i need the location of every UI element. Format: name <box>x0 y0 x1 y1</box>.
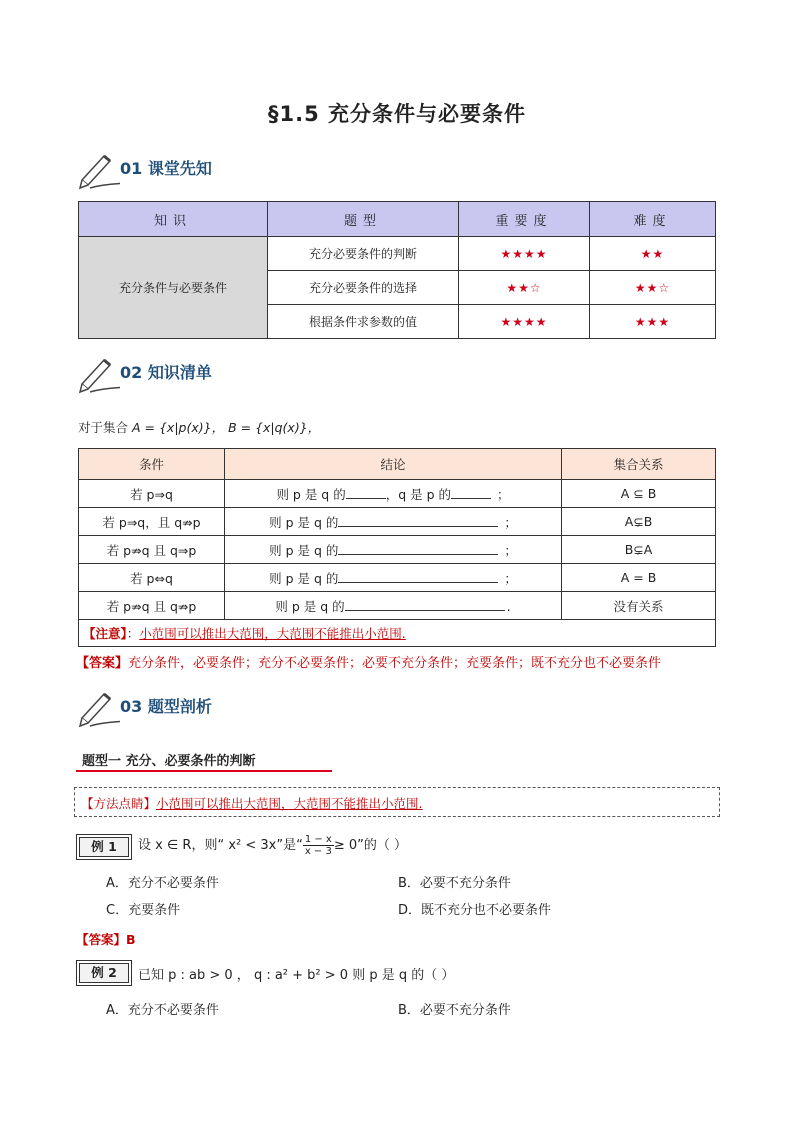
condition-cell: 若 p⇏q 且 q⇏p <box>79 592 225 620</box>
set-b: B = {x|q(x)}， <box>228 420 321 435</box>
answer-blank <box>345 598 505 611</box>
note-row: 【注意】：小范围可以推出大范围，大范围不能推出小范围. <box>79 620 716 647</box>
conclusion-cell: 则 p 是 q 的 ； <box>225 508 562 536</box>
set-a: A = {x|p(x)}， <box>132 420 225 435</box>
answer-blank <box>338 514 498 527</box>
option-d[interactable]: D．既不充分也不必要条件 <box>398 903 552 918</box>
header-relation: 集合关系 <box>562 449 716 480</box>
option-b[interactable]: B．必要不充分条件 <box>398 1003 511 1018</box>
example-1-badge: 例 1 <box>76 834 132 860</box>
difficulty-stars: ★★★ <box>590 305 716 339</box>
relation-cell: A⊊B <box>562 508 716 536</box>
answer-blank <box>346 486 386 499</box>
difficulty-stars: ★★ <box>590 237 716 271</box>
header-knowledge: 知识 <box>79 202 268 237</box>
pencil-icon <box>76 354 120 394</box>
tip-label: 【方法点睛】 <box>81 796 157 811</box>
option-c[interactable]: C．充要条件 <box>106 903 181 918</box>
overview-table <box>78 201 716 339</box>
answer-label: 【答案】 <box>76 656 129 671</box>
conclusion-cell: 则 p 是 q 的 ，q 是 p 的 ； <box>225 480 562 508</box>
importance-stars: ★★☆ <box>459 271 590 305</box>
answer-blank <box>451 486 491 499</box>
type-underline <box>76 770 332 772</box>
section-title: 02 知识清单 <box>120 363 212 382</box>
relation-cell: A ⊆ B <box>562 480 716 508</box>
condition-cell: 若 p⇒q <box>79 480 225 508</box>
importance-stars: ★★★★ <box>459 237 590 271</box>
intro-line: 对于集合 A = {x|p(x)}， B = {x|q(x)}， <box>78 420 321 435</box>
example-2-question: 已知 p : ab > 0 ， q : a² + b² > 0 则 p 是 q 的（ ） <box>138 968 455 983</box>
header-difficulty: 难度 <box>590 202 716 237</box>
header-type: 题型 <box>268 202 459 237</box>
pencil-icon <box>76 688 120 728</box>
relation-cell: B⊊A <box>562 536 716 564</box>
header-importance: 重要度 <box>459 202 590 237</box>
conclusion-cell: 则 p 是 q 的 . <box>225 592 562 620</box>
method-tip-box <box>74 787 720 817</box>
condition-cell: 若 p⇔q <box>79 564 225 592</box>
section-title: 01 课堂先知 <box>120 159 212 178</box>
option-b[interactable]: B．必要不充分条件 <box>398 876 511 891</box>
section-title: 03 题型剖析 <box>120 697 212 716</box>
condition-cell: 若 p⇒q，且 q⇏p <box>79 508 225 536</box>
relation-cell: A = B <box>562 564 716 592</box>
condition-cell: 若 p⇏q 且 q⇒p <box>79 536 225 564</box>
question-type-title: 题型一 充分、必要条件的判断 <box>82 754 256 769</box>
note-text: 小范围可以推出大范围，大范围不能推出小范围. <box>139 626 406 641</box>
example-1-answer: 【答案】B <box>76 932 136 947</box>
relation-cell: 没有关系 <box>562 592 716 620</box>
example-1-question: 设 x ∈ R，则“ x² < 3x”是“ $\frac{1 - x}{x - 3}$ ≥ 0”的（ ） <box>138 834 408 857</box>
importance-stars: ★★★★ <box>459 305 590 339</box>
type-cell: 充分必要条件的判断 <box>268 237 459 271</box>
answer-line <box>76 652 661 671</box>
type-cell: 充分必要条件的选择 <box>268 271 459 305</box>
answer-blank <box>338 570 498 583</box>
fraction: $\frac{1 - x}{x - 3}$ <box>304 834 332 857</box>
answer-blank <box>338 542 498 555</box>
header-condition: 条件 <box>79 449 225 480</box>
type-cell: 根据条件求参数的值 <box>268 305 459 339</box>
pencil-icon <box>76 150 120 190</box>
tip-text: 小范围可以推出大范围，大范围不能推出小范围. <box>156 796 423 811</box>
knowledge-table <box>78 448 716 647</box>
difficulty-stars: ★★☆ <box>590 271 716 305</box>
example-2-badge: 例 2 <box>76 960 132 986</box>
knowledge-cell: 充分条件与必要条件 <box>79 237 268 339</box>
header-conclusion: 结论 <box>225 449 562 480</box>
option-a[interactable]: A．充分不必要条件 <box>106 876 219 891</box>
option-a[interactable]: A．充分不必要条件 <box>106 1003 219 1018</box>
page-title: §1.5 充分条件与必要条件 <box>267 102 526 126</box>
conclusion-cell: 则 p 是 q 的 ； <box>225 536 562 564</box>
conclusion-cell: 则 p 是 q 的 ； <box>225 564 562 592</box>
answer-text: 充分条件，必要条件；充分不必要条件；必要不充分条件；充要条件；既不充分也不必要条件 <box>128 656 662 671</box>
note-label: 【注意】 <box>83 626 127 641</box>
